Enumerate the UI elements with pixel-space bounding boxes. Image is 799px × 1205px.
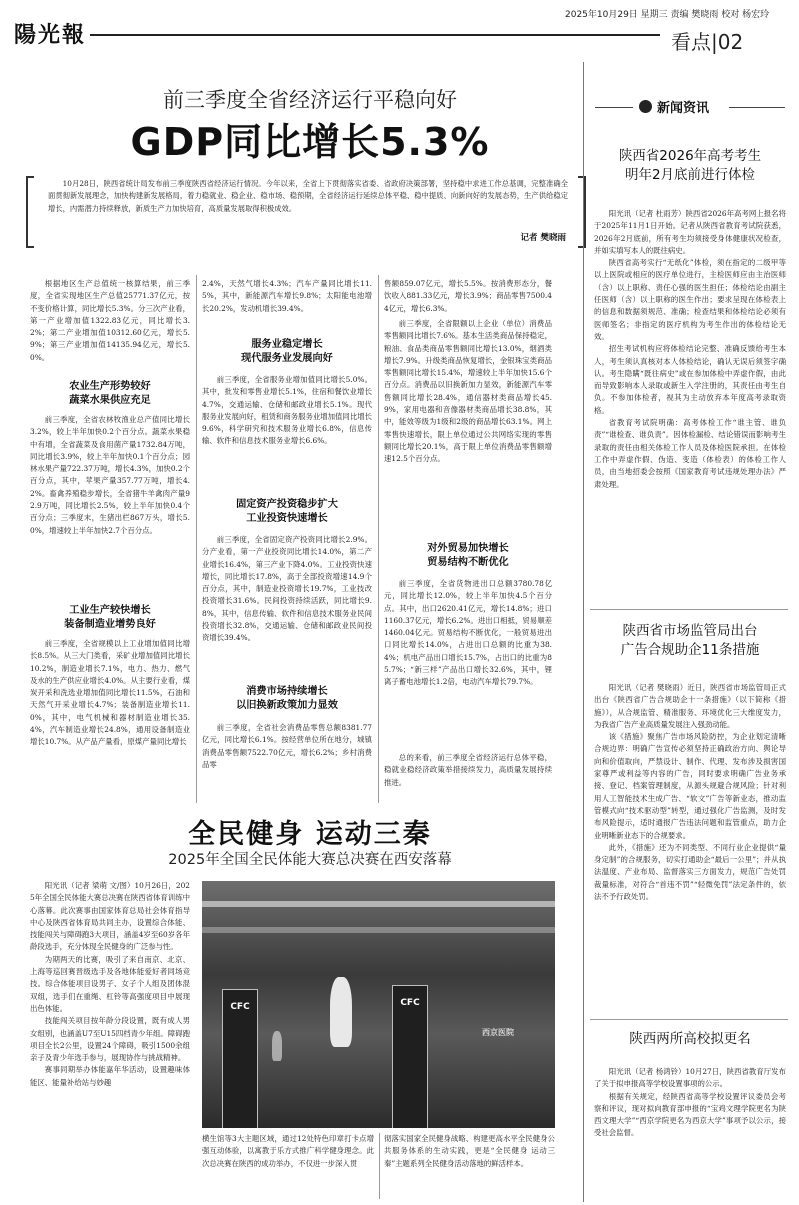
paragraph: 彻落实国家全民健身战略、构建更高水平全民健身公共服务体系的生动实践，更是“全民健身 运动三秦”主题系列全民健身活动落地的鲜活样本。 (384, 1134, 555, 1168)
sidebar-story1-body (594, 208, 786, 606)
date-line: 2025年10月29日 星期三 责编 樊晓雨 校对 杨宏玲 (565, 10, 770, 20)
lead-col3-p1 (384, 278, 552, 316)
photo-truss (202, 901, 555, 907)
paragraph: 阳光讯（记者 梁萌 文/图）10月26日，2025年全国全民体能大赛总决赛在陕西省体育训练中心落幕。此次赛事由国家体育总局社会体育指导中心及陕西省体育局共同主办，设置综合体能、技能闯关与障碍跑3大项目，涵盖4岁至60岁各年龄段选手，充分体现全民健身的广泛参与性。 (30, 881, 190, 952)
paragraph: 招生考试机构应将体检结论完整、准确反馈给考生本人，考生须认真核对本人体检结论，确认无误后须签字确认。考生隐瞒“既往病史”或在参加体检中弄虚作假，由此而导致影响本人录取或新生入学注册的，其责任由考生自负。不参加体检者，视其为主动放弃本年度高考录取资格。 (594, 344, 786, 415)
lead-kicker: 前三季度全省经济运行平稳向好 (163, 88, 457, 112)
header-rule-left (595, 107, 633, 108)
subhead-line: 现代服务业发展向好 (241, 353, 333, 364)
lead-col2-p3 (202, 534, 372, 672)
subhead-line: 服务业稳定增长 (251, 339, 323, 350)
lead-col1-p2 (30, 414, 190, 600)
title-line: 广告合规助企11条措施 (620, 642, 760, 658)
fitness-headline: 全民健身 运动三秦 (188, 819, 432, 850)
lead-headline: GDP同比增长5.3% (130, 120, 490, 164)
paragraph: 该《措施》聚焦广告市场风险防控，为企业划定清晰合规边界：明确广告宣传必须坚持正确政治方向、舆论导向和价值取向，严禁设计、制作、代理、发布涉及损害国家尊严或利益等内容的广告，同时要求明确广告业务承接、登记、档案管理制度，从源头规避合规风险；针对利用人工智能技术生成广告、“软文”广告等新业态，推动监管模式向“技术驱动型”转型，通过强化广告监测，及时发布风险提示，适时通报广告违法问题和监管重点，助力企业明晰新业态下的合规要求。 (594, 732, 786, 840)
paragraph: 此外，《措施》还为不同类型、不同行业企业提供“量身定制”的合规服务，切实打通助企“最后一公里”；并从执法温度、产业布局、监督落实三方面发力，规范广告处罚裁量标准，对符合“首违不罚”“轻微免罚”法定条件的，依法不予行政处罚。 (594, 842, 786, 902)
paragraph: 技能闯关项目按年龄分段设置，既有成人男女组别，也涵盖U7至U15四档青少年组。障碍跑项目全长2公里，设置24个障碍，吸引1500余组亲子及青少年选手参与，展现协作与挑战精神。 (30, 1016, 190, 1063)
lead-col1-p3 (30, 638, 190, 800)
lead-col3-p3 (384, 578, 552, 750)
photo-banner: CFC (230, 1002, 250, 1012)
title-line: 明年2月底前进行体检 (624, 167, 756, 183)
photo-sign: 西京医院 (482, 1028, 514, 1037)
sidebar-divider (583, 62, 584, 1202)
paragraph: 横生馆等3大主题区域，通过12处特色印章打卡点增强互动体验，以寓教于乐方式推广科学健身理念。此次总决赛在陕西的成功举办，不仅进一步深入贯 (202, 1134, 374, 1168)
subhead-investment (202, 498, 372, 526)
paragraph: 省教育考试院明确：高考体检工作“谁主管、谁负责”“谁检查、谁负责”。因体检漏检、结论错误而影响考生录取的责任由相关体检工作人员及体检医院承担。在体检工作中弄虚作假、伪造、变造（体检表）的体检工作人员，由当地招委会按照《国家教育考试违规处理办法》严肃处理。 (594, 418, 786, 489)
paragraph: 前三季度，全省社会消费品零售总额8381.77亿元，同比增长6.1%。按经营单位所在地分，城镇消费品零售额7522.70亿元，增长6.2%；乡村消费品零 (202, 723, 372, 769)
paragraph: 为期两天的比赛，吸引了来自南京、北京、上海等巡回赛晋级选手及各地体能爱好者同场竞技。综合体能项目设男子、女子个人组及团体混双组，选手们在重绳、杠铃等高强度项目中展现出色体能。 (30, 954, 190, 1013)
paragraph: 赛事同期举办体能嘉年华活动，设置趣味体能区、能量补给站与妙趣 (30, 1065, 190, 1087)
paragraph: 陕西省高考实行“无纸化”体检，须在指定的二级甲等以上医院或相应的医疗单位进行，主检医师应由主治医师（含）以上职称、责任心强的医生担任；体检结论由副主任医师（含）以上职称的医生作出；要求呈现在体检表上的信息和数据须规范、准确；检查结果和体检结论必须有医师签名；非指定的医疗机构为考生作出的体检结论无效。 (594, 258, 786, 341)
paragraph: 前三季度，全省服务业增加值同比增长5.0%。其中，批发和零售业增长5.1%，住宿和餐饮业增长4.7%，交通运输、仓储和邮政业增长5.1%。现代服务业发展向好，租赁和商务服务业增加值同比增长9.6%，科学研究和技术服务业增长6.8%，信息传输、软件和信息技术服务业增长6.6%。 (202, 375, 372, 446)
lead-byline: 记者 樊晓雨 (520, 233, 566, 243)
subhead-line: 装备制造业增势良好 (64, 619, 156, 630)
subhead-line: 固定资产投资稳步扩大 (236, 499, 338, 510)
subhead-line: 蔬菜水果供应充足 (69, 395, 151, 406)
lead-col3-p2 (384, 318, 552, 536)
sidebar-story2-title (590, 622, 790, 660)
subhead-line: 农业生产形势较好 (69, 381, 151, 392)
lead-col2-p1 (202, 278, 372, 328)
column-divider (378, 275, 379, 803)
lead-col2-p2 (202, 374, 372, 498)
paragraph: 前三季度，全省限额以上企业（单位）消费品零售额同比增长7.6%。基本生活类商品保持稳定，粮油、食品类商品零售额同比增长13.0%，烟酒类增长7.9%。升级类商品恢复增长，金银珠宝类商品零售额同比增长15.4%，增速较上半年加快15.6个百分点。消费品以旧换新加力显效，新能源汽车零售额同比增长28.4%，通信器材类商品增长45.9%，家用电器和音像器材类商品增长38.8%，其中，能效等级为1级和2级的商品增长63.1%。网上零售快速增长，限上单位通过公共网络实现的零售额同比增长20.1%，高于限上单位消费品零售额增速12.5个百分点。 (384, 319, 552, 464)
paragraph: 前三季度，全省货物进出口总额3780.78亿元，同比增长12.0%，较上半年加快4.5个百分点。其中，出口2620.41亿元，增长14.8%；进口1160.37亿元，增长6.2%。进出口相抵，贸易顺差1460.04亿元。贸易结构不断优化，一般贸易进出口同比增长14.0%，占进出口总额的比重为38.4%；机电产品出口增长15.7%，占出口的比重为85.7%；“新三样”产品出口增长32.6%，其中，锂离子蓄电池增长1.2倍，电动汽车增长79.7%。 (384, 579, 552, 687)
lead-col1-p1 (30, 278, 190, 376)
athlete-figure (330, 977, 352, 1047)
header-bullet (639, 100, 652, 113)
sidebar-separator (590, 1019, 788, 1020)
paragraph: 阳光讯（记者 杨鸿铃）10月27日，陕西省教育厅发布了关于拟申报高等学校设置事项的公示。 (594, 1067, 786, 1089)
fitness-subheadline: 2025年全国全民体能大赛总决赛在西安落幕 (168, 852, 452, 868)
paragraph: 阳光讯（记者 樊晓雨）近日，陕西省市场监管局正式出台《陕西省广告合规助企十一条措施》（以下简称《措施》），从合规监管、精准服务、环境优化三大维度发力，为我省广告产业高质量发展注入强劲动能。 (594, 683, 786, 729)
subhead-line: 工业投资快速增长 (246, 513, 328, 524)
subhead-line: 以旧换新政策加力显效 (236, 700, 338, 711)
bracket-right (578, 176, 586, 248)
newspaper-logo: 陽光報 (14, 22, 87, 48)
lead-col3-p4 (384, 752, 552, 800)
section-label: 看点|02 (671, 30, 744, 54)
paragraph: 根据地区生产总值统一核算结果，前三季度，全省实现地区生产总值25771.37亿元，按不变价格计算，同比增长5.3%。分三次产业看，第一产业增加值1322.83亿元，同比增长3.2%；第二产业增加值10312.60亿元，增长5.9%；第三产业增加值14135.94亿元，增长5.0%。 (30, 279, 190, 362)
subhead-industry (30, 604, 190, 632)
sidebar-header (595, 96, 785, 118)
paragraph: 前三季度，全省农林牧渔业总产值同比增长3.2%，较上半年加快0.2个百分点。蔬菜水果稳中有增，全省蔬菜及食用菌产量1732.84万吨，同比增长3.9%，较上半年加快0.1个百分点；园林水果产量722.37万吨，增长4.3%，加快0.2个百分点，其中，苹果产量357.77万吨，增长4.2%。畜禽养殖稳步增长，全省猪牛羊禽肉产量92.9万吨，同比增长2.5%，较上半年加快0.4个百分点；三季度末，生猪出栏867万头，增长5.0%，增速较上半年加快2.7个百分点。 (30, 415, 190, 535)
header-rule-right (729, 107, 785, 108)
paragraph: 前三季度，全省固定资产投资同比增长2.9%。分产业看，第一产业投资同比增长14.0%，第二产业增长16.4%，第三产业下降4.0%。工业投资快速增长，同比增长17.8%，高于全部投资增速14.9个百分点，其中，制造业投资增长19.7%，工业技改投资增长31.6%。民间投资持续活跃，同比增长9.8%，其中，信息传输、软件和信息技术服务业民间投资增长32.8%，交通运输、仓储和邮政业民间投资增长39.4%。 (202, 535, 372, 643)
title-line: 陕西省2026年高考考生 (618, 148, 762, 164)
photo-tower (392, 985, 428, 1128)
sidebar-story3-title: 陕西两所高校拟更名 (629, 1031, 751, 1047)
title-line: 陕西省市场监管局出台 (622, 623, 758, 639)
photo-tower (222, 989, 258, 1128)
athlete-figure (272, 1031, 282, 1061)
subhead-line: 贸易结构不断优化 (427, 557, 509, 568)
sidebar-separator (590, 609, 788, 610)
subhead-services (202, 338, 372, 366)
subhead-agriculture (30, 380, 190, 408)
column-divider (196, 275, 197, 803)
subhead-line: 工业生产较快增长 (69, 605, 151, 616)
fitness-col1 (30, 880, 190, 1202)
subhead-consumption (202, 685, 372, 713)
paragraph: 总的来看，前三季度全省经济运行总体平稳，稳就业稳经济政策举措接续发力，高质量发展持续推进。 (384, 753, 552, 787)
paragraph: 售额859.07亿元，增长5.5%。按消费形态分，餐饮收入881.33亿元，增长3.9%；商品零售7500.44亿元，增长6.3%。 (384, 279, 552, 313)
fitness-photo (202, 881, 555, 1128)
subhead-trade (384, 542, 552, 570)
paragraph: 阳光讯（记者 杜雨芳）陕西省2026年高考网上报名将于2025年11月1日开始。记者从陕西省教育考试院获悉，2026年2月底前，所有考生均须接受身体健康状况检查，并如实填写本人的既往病史。 (594, 209, 786, 255)
paragraph: 2.4%，天然气增长4.3%；汽车产量同比增长11.5%，其中，新能源汽车增长9.8%；太阳能电池增长20.2%，发动机增长39.4%。 (202, 279, 372, 313)
intro-box (26, 176, 586, 246)
fitness-under-photo-col1 (202, 1133, 374, 1203)
sidebar-story1-title (590, 147, 790, 185)
bracket-left (26, 176, 34, 248)
fitness-under-photo-col2 (384, 1133, 555, 1203)
photo-truss (202, 927, 555, 933)
sidebar-header-label: 新闻资讯 (657, 101, 710, 116)
lead-intro: 10月28日，陕西省统计局发布前三季度陕西省经济运行情况。今年以来，全省上下贯彻落实省委、省政府决策部署，坚持稳中求进工作总基调，完整准确全面贯彻新发展理念，加快构建新发展格局，着力稳就业、稳企业、稳市场、稳预期，全省经济运行延续总体平稳、稳中提质、向新向好的发展态势，生产供给稳定增长，内需潜力持续释放，新质生产力加快培育，高质量发展取得积极成效。 (48, 179, 568, 213)
masthead-rule (90, 34, 660, 36)
masthead (0, 0, 799, 62)
sidebar-story2-body (594, 682, 786, 1016)
paragraph: 根据有关规定，经陕西省高等学校设置评议委员会考察和评议，现对拟向教育部申报的“宝鸡文理学院更名为陕西文理大学”“西京学院更名为西京大学”事项予以公示，接受社会监督。 (594, 1091, 786, 1138)
subhead-line: 消费市场持续增长 (246, 686, 328, 697)
subhead-line: 对外贸易加快增长 (427, 543, 509, 554)
paragraph: 前三季度，全省规模以上工业增加值同比增长8.5%。从三大门类看，采矿业增加值同比增长10.2%，制造业增长7.1%，电力、热力、燃气及水的生产供应业增长4.0%。从主要行业看，煤炭开采和洗选业增加值同比增长11.5%，石油和天然气开采业增长4.7%；装备制造业增长11.0%，其中，电气机械和器材制造业增长35.4%，汽车制造业增长24.8%，通用设备制造业增长10.7%。从产品产量看，原煤产量同比增长 (30, 639, 190, 747)
column-divider (379, 1133, 380, 1199)
lead-col2-p4 (202, 722, 372, 800)
photo-banner: CFC (400, 998, 420, 1008)
sidebar-story3-body (594, 1066, 786, 1202)
